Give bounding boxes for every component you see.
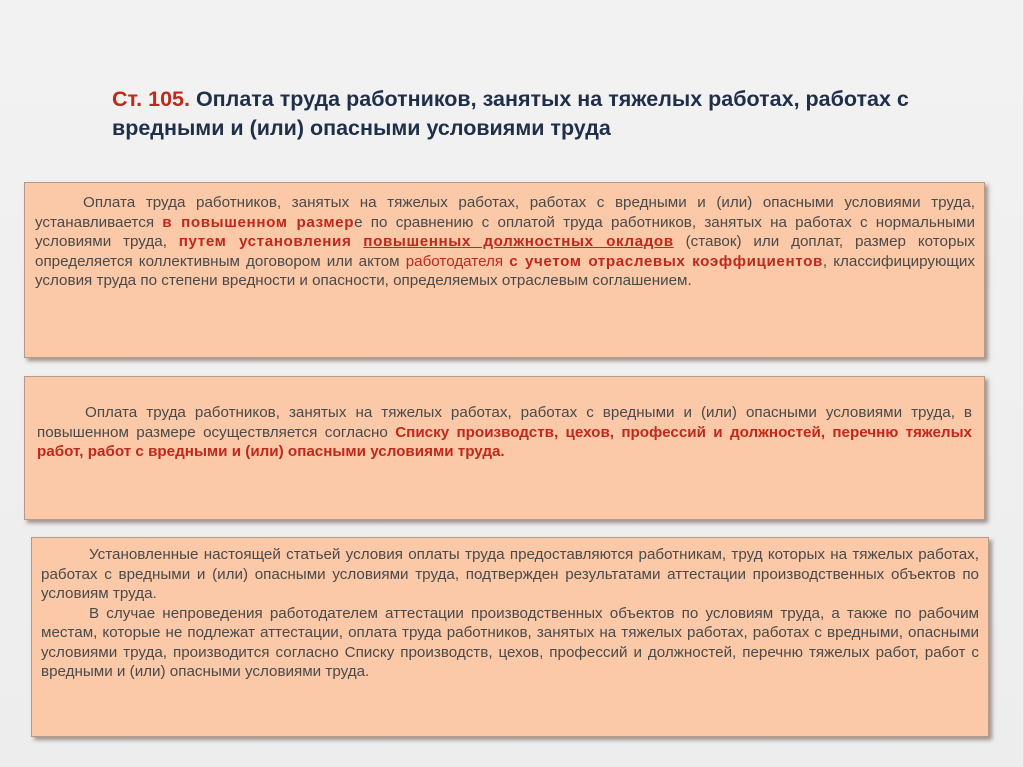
highlight-increased-salaries: повышенных должностных окладов: [363, 233, 674, 250]
highlight-list-of-productions: Списку производств, цехов, профессий и должностей, перечню тяжелых работ, работ с вредными и (или) опасными условиями труда.: [37, 423, 972, 460]
paragraph-certification-1: Установленные настоящей статьей условия оплаты труда предоставляются работникам, труд которых на тяжелых работах, работах с вредными и (или) опасными условиями труда, подтвержден результатами аттестации производственных объектов по условиям труда.: [41, 546, 979, 602]
text-box-payment-rules: [24, 182, 985, 358]
text-segment: , классифицирующих условия труда по степени вредности и опасности, определяемых отраслевым соглашением.: [35, 252, 975, 289]
slide-title: [112, 85, 992, 143]
paragraph-certification-2: В случае непроведения работодателем аттестации производственных объектов по условиям труда, а также по рабочим местам, которые не подлежат аттестации, оплата труда работников, занятых на тяжелых работах, работах с вредными, опасными условиями труда, производится согласно Списку производств, цехов, профессий и должностей, перечню тяжелых работ, работ с вредными и (или) опасными условиями труда.: [41, 604, 979, 680]
paragraph-payment-rules: [35, 193, 975, 291]
paragraph-list-reference: [37, 403, 972, 462]
text-segment: е по сравнению с оплатой труда работников, занятых на работах с нормальными условиями труда,: [35, 213, 975, 250]
text-segment: (ставок) или доплат, размер которых определяется коллективным договором или актом: [35, 233, 975, 270]
text-box-list-reference: [24, 376, 985, 520]
highlight-by-establishing: путем установления: [178, 233, 352, 250]
text-segment: Оплата труда работников, занятых на тяжелых работах, работах с вредными и (или) опасными условиями труда, в повышенном размере осуществляется согласно: [37, 404, 972, 441]
article-heading: Оплата труда работников, занятых на тяжелых работах, работах с вредными и (или) опасными условиями труда: [112, 87, 909, 140]
highlight-industry-coefficients: с учетом отраслевых коэффициентов: [509, 252, 823, 270]
text-box-certification: [31, 537, 989, 737]
highlight-increased-amount: в повышенном размер: [162, 213, 355, 231]
highlight-employer: работодателя: [405, 252, 504, 270]
article-number: Ст. 105.: [112, 87, 190, 111]
text-segment: Оплата труда работников, занятых на тяжелых работах, работах с вредными и (или) опасными условиями труда, устанавливается: [35, 194, 975, 231]
